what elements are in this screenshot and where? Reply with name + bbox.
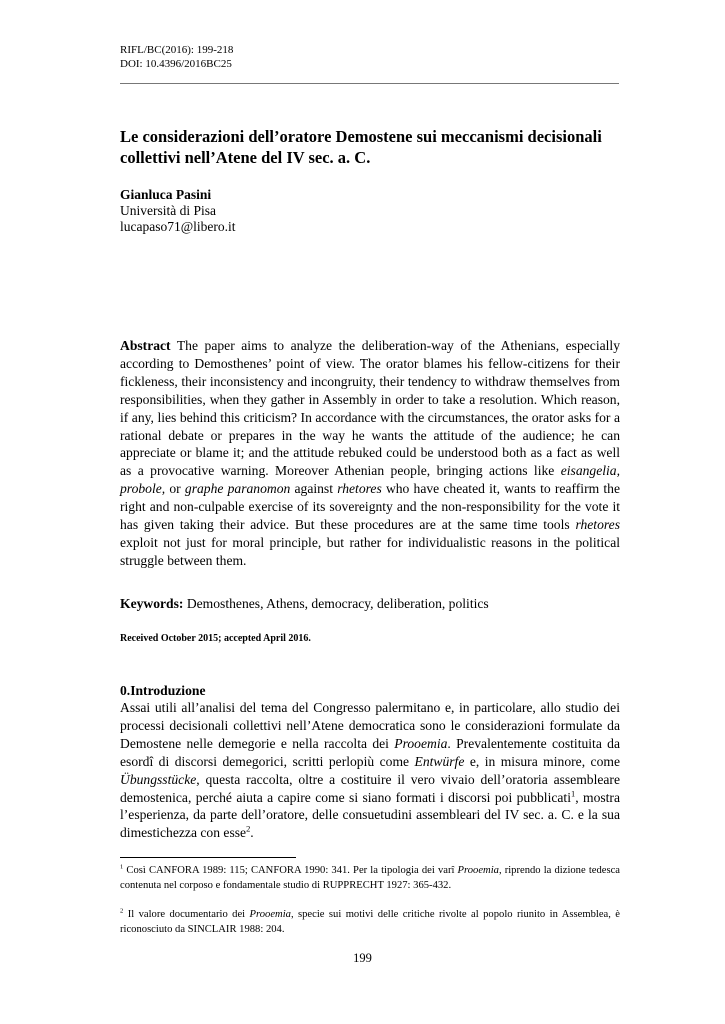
footnote-term: Prooemia bbox=[457, 865, 499, 876]
intro-text: e, in misura minore, come bbox=[464, 753, 620, 769]
footnote-mark: 1 bbox=[120, 863, 124, 871]
journal-header bbox=[120, 43, 233, 71]
footnote-text: , specie sui motivi delle critiche rivolte al popolo riunito in Assemblea, è riconosciuto da SINCLAIR 1988: 204. bbox=[120, 909, 620, 935]
intro-term: Prooemia bbox=[394, 735, 448, 751]
header-divider bbox=[120, 83, 619, 84]
received-dates: Received October 2015; accepted April 2016. bbox=[120, 633, 311, 644]
author-block bbox=[120, 187, 236, 235]
footnote-ref[interactable]: 2 bbox=[246, 823, 251, 834]
footnote-term: Prooemia bbox=[249, 909, 291, 920]
page-number: 199 bbox=[353, 951, 372, 965]
abstract-text: or bbox=[165, 481, 185, 497]
footnote-text: Così CANFORA 1989: 115; CANFORA 1990: 341. Per la tipologia dei varî bbox=[123, 865, 458, 876]
keywords-text: Demosthenes, Athens, democracy, deliberation, politics bbox=[183, 596, 489, 611]
intro-text: , questa raccolta, oltre a costituire il vero vivaio dell’oratoria assembleare demostenica, perché aiuta a capire come si siano formati i discorsi poi pubblicati bbox=[120, 771, 620, 805]
author-affiliation: Università di Pisa bbox=[120, 203, 216, 218]
footnote-text: , riprendo la dizione tedesca contenuta nel corposo e fondamentale studio di RUPPRECHT 1927: 365-432. bbox=[120, 865, 620, 891]
intro-term: Entwürfe bbox=[414, 753, 465, 769]
keywords-label: Keywords: bbox=[120, 596, 184, 611]
abstract-text: The paper aims to analyze the deliberation-way of the Athenians, especially according to Demosthenes’ point of view. The orator blames his fellow-citizens for their fickleness, their inconsistency and incongruity, their tendency to withdraw themselves from responsibilities, when they gather in Assembly in order to take a resolution. Which reason, if any, lies behind this criticism? In accordance with the circumstances, the orator asks for a rational debate or prepares in the way he wants the attitude of the audience; he can appreciate or blame it; and the attitude rebuked could be understood both as a fact as well as a provocative warning. Moreover Athenian people, bringing actions like bbox=[120, 338, 620, 479]
intro-text: , mostra l’esperienza, da parte dell’oratore, delle consuetudini assembleari del IV sec. a. C. e la sua dimestichezza con esse bbox=[120, 789, 620, 841]
abstract-term: graphe paranomon bbox=[184, 481, 291, 497]
footnote-text: Il valore documentario dei bbox=[123, 909, 250, 920]
intro-text: . bbox=[250, 825, 254, 841]
paper-title: Le considerazioni dell’oratore Demostene sui meccanismi decisionali collettivi nell’Atene del IV sec. a. C. bbox=[120, 127, 602, 167]
section-heading: 0.Introduzione bbox=[120, 683, 206, 698]
author-email: lucapaso71@libero.it bbox=[120, 219, 236, 234]
footnote-mark: 2 bbox=[120, 907, 124, 915]
intro-text: . Prevalentemente costituita da esordî di discorsi demegorici, scritti perlopiù come bbox=[120, 735, 621, 769]
doi: DOI: 10.4396/2016BC25 bbox=[120, 58, 232, 70]
abstract-text: who have cheated it, wants to reaffirm the right and non-culpable exercise of its sovereignty and the non-responsibility for the vote it has given taking their advice. But these procedures are at the same time tools bbox=[120, 481, 620, 533]
intro-text: Assai utili all’analisi del tema del Congresso palermitano e, in particolare, allo studio dei processi decisionali collettivi nell’Atene democratica sono le considerazioni formulate da Demostene nelle demegorie e nella raccolta dei bbox=[120, 700, 620, 751]
author-name: Gianluca Pasini bbox=[120, 187, 212, 202]
abstract-term: eisangelia, probole, bbox=[120, 463, 620, 497]
abstract-text: exploit not just for moral principle, but rather for individualistic reasons in the political struggle between them. bbox=[120, 534, 620, 568]
abstract bbox=[120, 337, 620, 570]
abstract-term: rhetores bbox=[575, 517, 620, 533]
introduction-paragraph bbox=[120, 699, 620, 842]
footnote-divider bbox=[120, 857, 296, 858]
footnote-1 bbox=[120, 864, 620, 893]
abstract-label: Abstract bbox=[120, 338, 171, 353]
keywords bbox=[120, 595, 620, 613]
footnote-2 bbox=[120, 908, 620, 937]
intro-term: Übungsstücke bbox=[120, 771, 197, 787]
journal-citation: RIFL/BC(2016): 199-218 bbox=[120, 44, 234, 56]
abstract-term: rhetores bbox=[337, 481, 382, 497]
abstract-text: against bbox=[290, 481, 338, 497]
footnote-ref[interactable]: 1 bbox=[570, 788, 576, 798]
